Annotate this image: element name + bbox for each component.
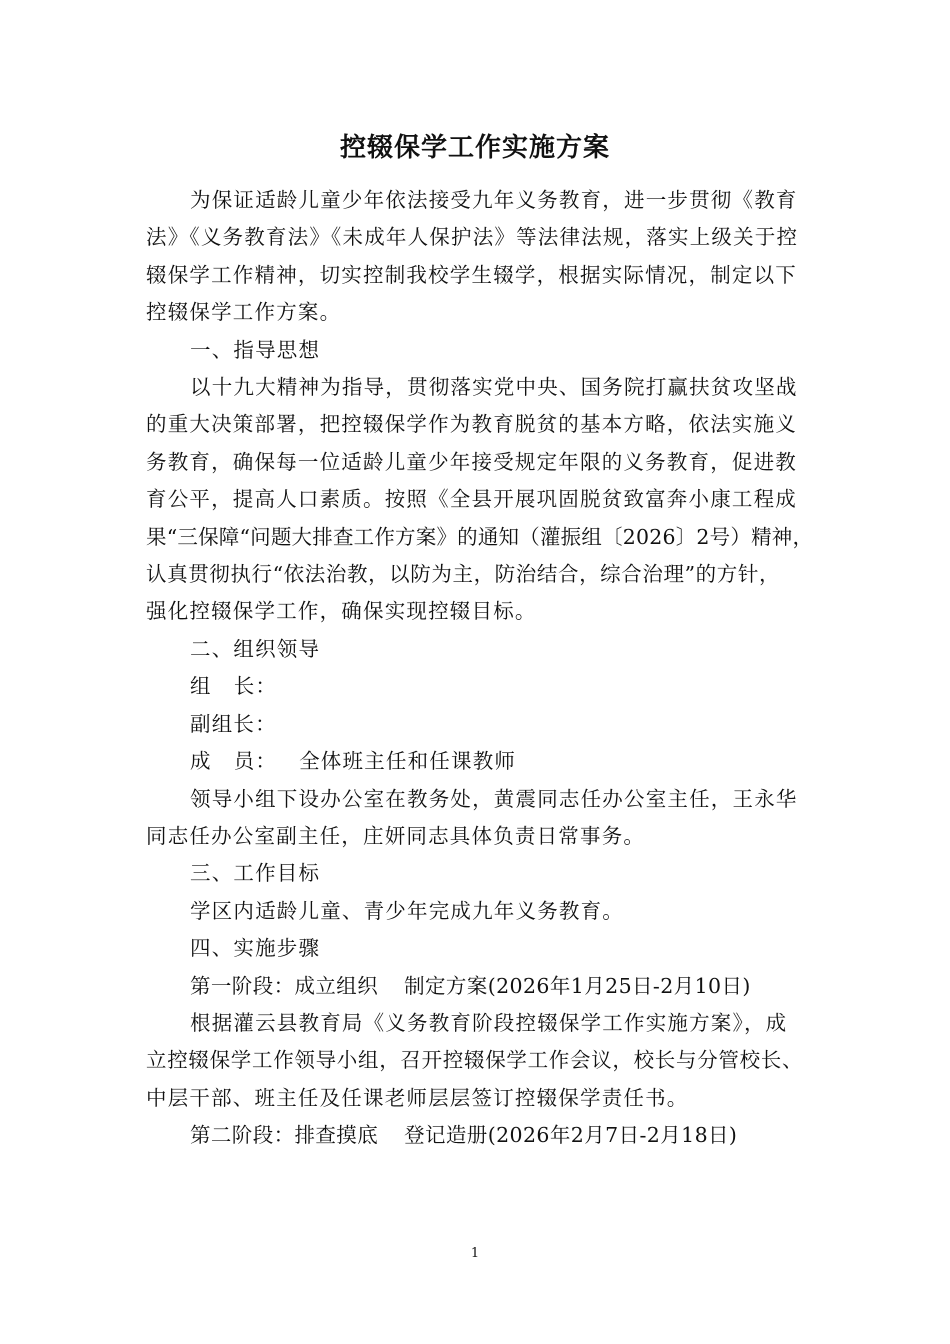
section-heading: 一、指导思想 — [190, 337, 321, 362]
paragraph-line: 根据灌云县教育局《义务教育阶段控辍保学工作实施方案》，成 — [190, 1010, 788, 1035]
paragraph-line: 果“三保障“问题大排查工作方案》的通知（灌振组〔2026〕2号）精神， — [146, 524, 814, 549]
document-body — [146, 182, 812, 1155]
leader-line — [146, 668, 812, 705]
document-title: 控辍保学工作实施方案 — [339, 133, 610, 163]
paragraph-line: 法》《义务教育法》《未成年人保护法》等法律法规，落实上级关于控 — [146, 225, 799, 250]
deputy-leader-line: 副组长： — [190, 711, 277, 736]
stage-name: 第二阶段：排查摸底 — [190, 1123, 379, 1148]
members-label-part1: 成 — [190, 749, 212, 774]
paragraph-line: 中层干部、班主任及任课老师层层签订控辍保学责任书。 — [146, 1085, 689, 1110]
stage-detail: 登记造册(2026年2月7日-2月18日) — [404, 1123, 738, 1148]
leader-label-part1: 组 — [190, 674, 212, 699]
stage-name: 第一阶段：成立组织 — [190, 973, 379, 998]
members-line — [146, 743, 812, 780]
paragraph-line: 的重大决策部署，把控辍保学作为教育脱贫的基本方略，依法实施义 — [146, 412, 797, 437]
paragraph-line: 育公平，提高人口素质。按照《全县开展巩固脱贫致富奔小康工程成 — [146, 487, 797, 512]
section-heading: 二、组织领导 — [190, 636, 321, 661]
stage-detail: 制定方案(2026年1月25日-2月10日) — [404, 973, 751, 998]
members-label-part2: 员： — [233, 749, 278, 774]
paragraph-line: 同志任办公室副主任，庄妍同志具体负责日常事务。 — [146, 823, 646, 848]
paragraph-line: 认真贯彻执行“依法治教，以防为主，防治结合，综合治理”的方针， — [146, 562, 781, 587]
members-value: 全体班主任和任课教师 — [299, 749, 517, 774]
paragraph-line: 以十九大精神为指导，贯彻落实党中央、国务院打赢扶贫攻坚战 — [190, 375, 798, 400]
paragraph-line: 辍保学工作精神，切实控制我校学生辍学，根据实际情况，制定以下 — [146, 262, 797, 287]
section-heading: 三、工作目标 — [190, 861, 321, 886]
paragraph-line: 为保证适龄儿童少年依法接受九年义务教育，进一步贯彻《教育 — [190, 188, 798, 212]
paragraph-line: 控辍保学工作方案。 — [146, 300, 342, 325]
leader-label-part2: 长： — [233, 674, 278, 699]
page-number: 1 — [470, 1246, 480, 1261]
paragraph-line: 领导小组下设办公室在教务处，黄震同志任办公室主任，王永华 — [190, 786, 798, 811]
stage-line — [146, 1117, 812, 1154]
paragraph-line: 务教育，确保每一位适龄儿童少年接受规定年限的义务教育，促进教 — [146, 449, 797, 474]
stage-line — [146, 968, 812, 1005]
paragraph-line: 强化控辍保学工作，确保实现控辍目标。 — [146, 599, 537, 624]
paragraph-line: 学区内适龄儿童、青少年完成九年义务教育。 — [190, 898, 624, 923]
paragraph-line: 立控辍保学工作领导小组，召开控辍保学工作会议，校长与分管校长、 — [146, 1048, 804, 1073]
section-heading: 四、实施步骤 — [190, 936, 321, 961]
